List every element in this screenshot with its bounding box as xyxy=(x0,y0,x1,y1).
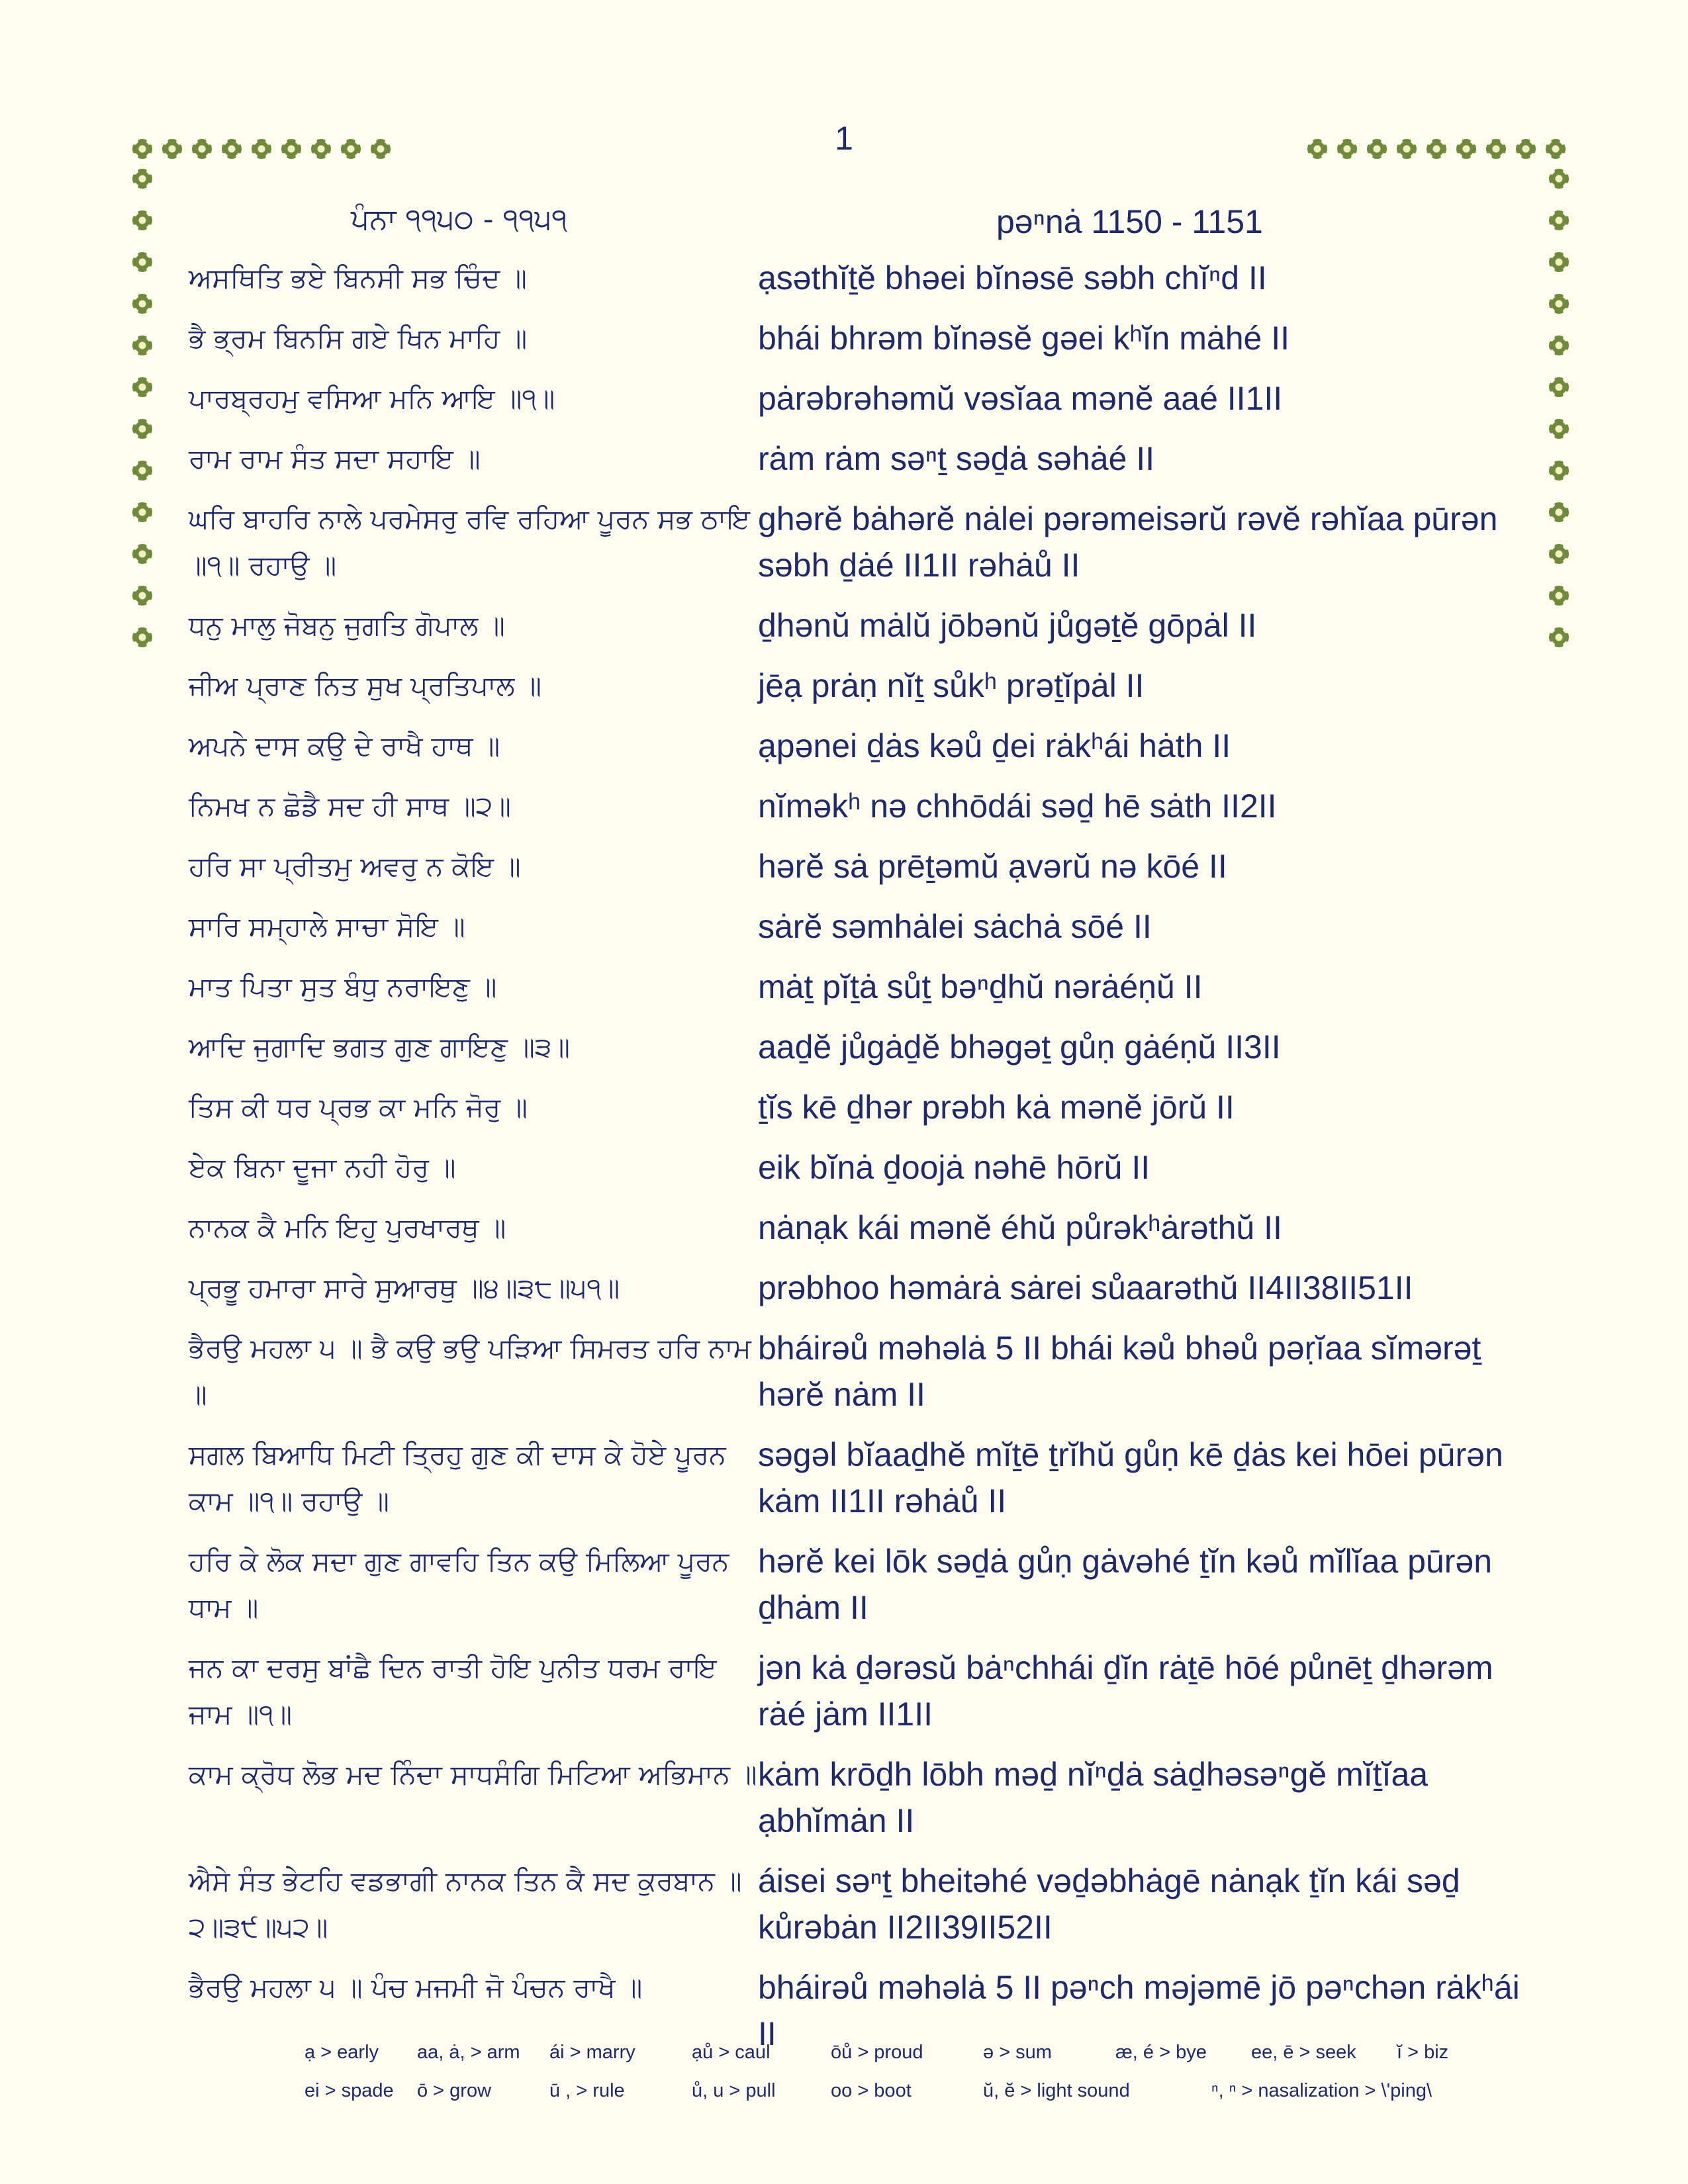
gurmukhi-line: ਹਰਿ ਸਾ ਪ੍ਰੀਤਮੁ ਅਵਰੁ ਨ ਕੋਇ ॥ xyxy=(189,850,521,882)
verse-row xyxy=(189,1638,1546,1745)
flower-ornament-icon xyxy=(132,377,152,397)
gurmukhi-line: ਤਿਸ ਕੀ ਧਰ ਪ੍ਰਭ ਕਾ ਮਨਿ ਜੋਰੁ ॥ xyxy=(189,1091,528,1123)
gurmukhi-line: ਰਾਮ ਰਾਮ ਸੰਤ ਸਦਾ ਸਹਾਇ ॥ xyxy=(189,443,481,475)
legend-item: ū , > rule xyxy=(549,2080,625,2101)
verse-row xyxy=(189,1745,1546,1851)
transliteration-line: ạsəthĭṯĕ bhəei bĭnəsē səbh chĭⁿd II xyxy=(758,259,1267,296)
gurmukhi-line: ਐਸੇ ਸੰਤ ਭੇਟਹਿ ਵਡਭਾਗੀ ਨਾਨਕ ਤਿਨ ਕੈ ਸਦ ਕੁਰਬਾਨ ॥੨॥੩੯॥੫੨॥ xyxy=(189,1865,742,1943)
transliteration-line: ghərĕ bȧhərĕ nȧlei pərəmeisərŭ rəvĕ rəhĭaa pūrən səbh ḏȧé II1II rəhȧů II xyxy=(758,500,1498,584)
verse-row xyxy=(189,716,1546,776)
gurmukhi-line: ਏਕ ਬਿਨਾ ਦੂਜਾ ਨਹੀ ਹੋਰੁ ॥ xyxy=(189,1152,456,1183)
flower-ornament-icon xyxy=(132,544,152,564)
transliteration-line: mȧṯ pĭṯȧ sůṯ bəⁿḏhŭ nərȧéṇŭ II xyxy=(758,968,1203,1005)
flower-ornament-icon xyxy=(1549,627,1569,647)
gurmukhi-line: ਮਾਤ ਪਿਤਾ ਸੁਤ ਬੰਧੁ ਨਰਾਇਣੁ ॥ xyxy=(189,971,497,1003)
flower-ornament-icon xyxy=(1549,294,1569,314)
flower-ornament-icon xyxy=(281,139,301,159)
legend-item: ō > grow xyxy=(417,2080,492,2101)
legend-item: ạ > early xyxy=(305,2042,379,2063)
legend-item: ee, ē > seek xyxy=(1251,2042,1356,2063)
transliteration-line: hərĕ kei lōk səḏȧ gůṇ gȧvəhé ṯĭn kəů mĭlĭaa pūrən ḏhȧm II xyxy=(758,1543,1493,1626)
transliteration-line: áisei səⁿṯ bheitəhé vəḏəbhȧgē nȧnạk ṯĭn kái səḏ kůrəbȧn II2II39II52II xyxy=(758,1862,1460,1946)
legend-row xyxy=(305,2080,1496,2118)
flower-ornament-icon xyxy=(1397,139,1417,159)
flower-ornament-icon xyxy=(1549,544,1569,564)
transliteration-line: pȧrəbrəhəmŭ vəsĭaa mənĕ aaé II1II xyxy=(758,380,1283,417)
transliteration-line: bhái bhrəm bĭnəsĕ gəei kʰĭn mȧhé II xyxy=(758,320,1289,357)
legend-item: ōů > proud xyxy=(831,2042,923,2063)
verse-row xyxy=(189,1198,1546,1258)
verse-row xyxy=(189,837,1546,897)
flower-ornament-icon xyxy=(1549,586,1569,606)
flower-ornament-icon xyxy=(132,419,152,439)
verse-row xyxy=(189,1531,1546,1638)
flower-ornament-icon xyxy=(162,139,182,159)
verse-row xyxy=(189,897,1546,957)
transliteration-line: rȧm rȧm səⁿṯ səḏȧ səhȧé II xyxy=(758,440,1155,477)
gurmukhi-line: ਅਸਥਿਤਿ ਭਏ ਬਿਨਸੀ ਸਭ ਚਿੰਦ ॥ xyxy=(189,262,527,294)
flower-ornament-icon xyxy=(132,586,152,606)
legend-item: aa, ȧ, > arm xyxy=(417,2042,520,2063)
flower-ornament-icon xyxy=(132,461,152,480)
flower-ornament-icon xyxy=(1307,139,1327,159)
flower-ornament-icon xyxy=(132,502,152,522)
verse-row xyxy=(189,248,1546,308)
gurmukhi-line: ਧਨੁ ਮਾਲੁ ਜੋਬਨੁ ਜੁਗਤਿ ਗੋਪਾਲ ॥ xyxy=(189,610,505,641)
transliteration-line: hərĕ sȧ prēṯəmŭ ạvərŭ nə kōé II xyxy=(758,848,1227,885)
flower-ornament-icon xyxy=(371,139,391,159)
header-gurmukhi: ਪੰਨਾ ੧੧੫੦ - ੧੧੫੧ xyxy=(351,203,568,236)
gurmukhi-line: ਕਾਮ ਕ੍ਰੋਧ ਲੋਭ ਮਦ ਨਿੰਦਾ ਸਾਧਸੰਗਿ ਮਿਟਿਆ ਅਭਿਮਾਨ ॥ xyxy=(189,1758,757,1790)
gurmukhi-line: ਸਾਰਿ ਸਮ੍ਹਾਲੇ ਸਾਚਾ ਸੋਇ ॥ xyxy=(189,911,465,942)
flower-ornament-icon xyxy=(1337,139,1357,159)
gurmukhi-line: ਭੈ ਭ੍ਰਮ ਬਿਨਸਿ ਗਏ ਖਿਨ ਮਾਹਿ ॥ xyxy=(189,322,528,354)
transliteration-line: bháirəů məhəlȧ 5 II pəⁿch məjəmē jō pəⁿchən rȧkʰái II xyxy=(758,1969,1520,2052)
flower-ornament-icon xyxy=(132,627,152,647)
transliteration-line: ṯĭs kē ḏhər prəbh kȧ mənĕ jōrŭ II xyxy=(758,1089,1235,1126)
pronunciation-legend xyxy=(305,2042,1496,2118)
header-transliteration: pəⁿnȧ 1150 - 1151 xyxy=(996,203,1263,240)
legend-item: ə > sum xyxy=(983,2042,1052,2063)
verse-row xyxy=(189,369,1546,429)
page-header xyxy=(0,199,1688,245)
transliteration-line: kȧm krōḏh lōbh məḏ nĭⁿḏȧ sȧḏhəsəⁿgĕ mĭṯĭaa ạbhĭmȧn II xyxy=(758,1756,1429,1839)
flower-ornament-icon xyxy=(132,252,152,272)
legend-item: ů, u > pull xyxy=(692,2080,776,2101)
transliteration-line: aaḏĕ jůgȧḏĕ bhəgəṯ gůṇ gȧéṇŭ II3II xyxy=(758,1028,1281,1066)
transliteration-line: prəbhoo həmȧrȧ sȧrei sůaarəthŭ II4II38II51II xyxy=(758,1269,1413,1306)
flower-ornament-icon xyxy=(341,139,361,159)
verse-row xyxy=(189,1425,1546,1531)
flower-ornament-icon xyxy=(1549,461,1569,480)
transliteration-line: bháirəů məhəlȧ 5 II bhái kəů bhəů pəṛĭaa sĭmərəṯ hərĕ nȧm II xyxy=(758,1330,1481,1413)
legend-item: ạů > caul xyxy=(692,2042,771,2063)
gurmukhi-line: ਸਗਲ ਬਿਆਧਿ ਮਿਟੀ ਤ੍ਰਿਹੁ ਗੁਣ ਕੀ ਦਾਸ ਕੇ ਹੋਏ ਪੂਰਨ ਕਾਮ ॥੧॥ ਰਹਾਉ ॥ xyxy=(189,1439,726,1517)
verse-row xyxy=(189,489,1546,596)
flower-ornament-icon xyxy=(1549,377,1569,397)
gurmukhi-line: ਹਰਿ ਕੇ ਲੋਕ ਸਦਾ ਗੁਣ ਗਾਵਹਿ ਤਿਨ ਕਉ ਮਿਲਿਆ ਪੂਰਨ ਧਾਮ ॥ xyxy=(189,1545,729,1623)
transliteration-line: eik bĭnȧ ḏoojȧ nəhē hōrŭ II xyxy=(758,1149,1150,1186)
flower-ornament-icon xyxy=(1486,139,1506,159)
verse-row xyxy=(189,596,1546,656)
verse-row xyxy=(189,776,1546,837)
verse-row xyxy=(189,957,1546,1017)
verse-row xyxy=(189,656,1546,716)
flower-ornament-icon xyxy=(1516,139,1536,159)
verse-row xyxy=(189,1851,1546,1958)
transliteration-line: səgəl bĭaaḏhĕ mĭṯē ṯrĭhŭ gůṇ kē ḏȧs kei hōei pūrən kȧm II1II rəhȧů II xyxy=(758,1436,1503,1520)
transliteration-line: ḏhənŭ mȧlŭ jōbənŭ jůgəṯĕ gōpȧl II xyxy=(758,607,1257,644)
legend-item: ĭ > biz xyxy=(1397,2042,1449,2063)
flower-ornament-icon xyxy=(192,139,212,159)
transliteration-line: jēạ prȧṇ nĭṯ sůkʰ prəṯĭpȧl II xyxy=(758,667,1145,704)
transliteration-line: nĭməkʰ nə chhōdái səḏ hē sȧth II2II xyxy=(758,788,1277,825)
flower-ornament-icon xyxy=(132,169,152,189)
gurmukhi-line: ਪਾਰਬ੍ਰਹਮੁ ਵਸਿਆ ਮਨਿ ਆਇ ॥੧॥ xyxy=(189,383,555,414)
flower-ornament-icon xyxy=(1427,139,1446,159)
gurmukhi-line: ਨਿਮਖ ਨ ਛੋਡੈ ਸਦ ਹੀ ਸਾਥ ॥੨॥ xyxy=(189,790,511,822)
verse-row xyxy=(189,429,1546,489)
transliteration-line: nȧnạk kái mənĕ éhŭ půrəkʰȧrəthŭ II xyxy=(758,1209,1282,1246)
flower-ornament-icon xyxy=(1549,502,1569,522)
gurmukhi-line: ਭੈਰਉ ਮਹਲਾ ੫ ॥ ਭੈ ਕਉ ਭਉ ਪੜਿਆ ਸਿਮਰਤ ਹਰਿ ਨਾਮ ॥ xyxy=(189,1332,751,1410)
flower-ornament-icon xyxy=(1549,336,1569,355)
verse-list xyxy=(189,248,1546,2064)
transliteration-line: ạpənei ḏȧs kəů ḏei rȧkʰái hȧth II xyxy=(758,727,1231,764)
verse-row xyxy=(189,1017,1546,1077)
verse-row xyxy=(189,1077,1546,1138)
gurmukhi-line: ਪ੍ਰਭੂ ਹਮਾਰਾ ਸਾਰੇ ਸੁਆਰਥੁ ॥੪॥੩੮॥੫੧॥ xyxy=(189,1272,620,1304)
gurmukhi-line: ਅਪਨੇ ਦਾਸ ਕਉ ਦੇ ਰਾਖੈ ਹਾਥ ॥ xyxy=(189,730,500,762)
flower-ornament-icon xyxy=(1546,139,1566,159)
flower-ornament-icon xyxy=(252,139,271,159)
gurmukhi-line: ਜਨ ਕਾ ਦਰਸੁ ਬਾਂਛੈ ਦਿਨ ਰਾਤੀ ਹੋਇ ਪੁਨੀਤ ਧਰਮ ਰਾਇ ਜਾਮ ॥੧॥ xyxy=(189,1652,717,1730)
flower-ornament-icon xyxy=(132,336,152,355)
legend-item: æ, é > bye xyxy=(1115,2042,1207,2063)
legend-row xyxy=(305,2042,1496,2080)
flower-ornament-icon xyxy=(132,294,152,314)
legend-item: ⁿ, ⁿ > nasalization > \'ping\ xyxy=(1211,2080,1432,2101)
flower-ornament-icon xyxy=(1367,139,1387,159)
gurmukhi-line: ਘਰਿ ਬਾਹਰਿ ਨਾਲੇ ਪਰਮੇਸਰੁ ਰਵਿ ਰਹਿਆ ਪੂਰਨ ਸਭ ਠਾਇ ॥੧॥ ਰਹਾਉ ॥ xyxy=(189,503,751,581)
gurmukhi-line: ਆਦਿ ਜੁਗਾਦਿ ਭਗਤ ਗੁਣ ਗਾਇਣੁ ॥੩॥ xyxy=(189,1031,570,1063)
gurmukhi-line: ਭੈਰਉ ਮਹਲਾ ੫ ॥ ਪੰਚ ਮਜਮੀ ਜੋ ਪੰਚਨ ਰਾਖੈ ॥ xyxy=(189,1972,643,2003)
flower-ornament-icon xyxy=(1456,139,1476,159)
gurmukhi-line: ਨਾਨਕ ਕੈ ਮਨਿ ਇਹੁ ਪੁਰਖਾਰਥੁ ॥ xyxy=(189,1212,506,1244)
flower-ornament-icon xyxy=(222,139,242,159)
flower-ornament-icon xyxy=(1549,419,1569,439)
verse-row xyxy=(189,1258,1546,1318)
flower-ornament-icon xyxy=(311,139,331,159)
flower-ornament-icon xyxy=(1549,169,1569,189)
legend-item: ei > spade xyxy=(305,2080,394,2101)
transliteration-line: sȧrĕ səmhȧlei sȧchȧ sōé II xyxy=(758,908,1152,945)
legend-item: ŭ, ĕ > light sound xyxy=(983,2080,1130,2101)
legend-item: oo > boot xyxy=(831,2080,912,2101)
legend-item: ái > marry xyxy=(549,2042,635,2063)
flower-ornament-icon xyxy=(1549,252,1569,272)
verse-row xyxy=(189,308,1546,369)
flower-ornament-icon xyxy=(132,139,152,159)
page-number: 1 xyxy=(835,120,853,157)
verse-row xyxy=(189,1318,1546,1425)
verse-row xyxy=(189,1138,1546,1198)
transliteration-line: jən kȧ ḏərəsŭ bȧⁿchhái ḏĭn rȧṯē hōé půnēṯ ḏhərəm rȧé jȧm II1II xyxy=(758,1649,1493,1733)
gurmukhi-line: ਜੀਅ ਪ੍ਰਾਣ ਨਿਤ ਸੁਖ ਪ੍ਰਤਿਪਾਲ ॥ xyxy=(189,670,542,702)
